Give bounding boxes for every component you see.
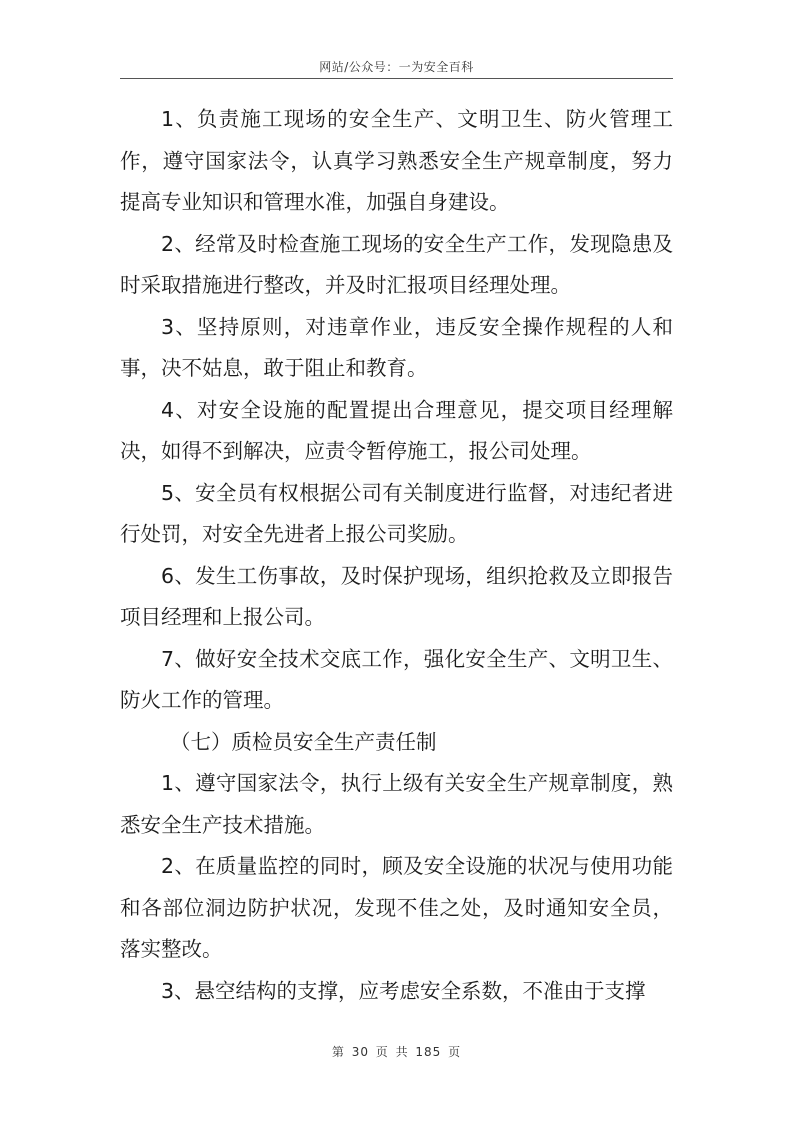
section-paragraph-1: 1、遵守国家法令，执行上级有关安全生产规章制度，熟悉安全生产技术措施。: [120, 771, 673, 837]
page-footer: 第 30 页 共 185 页: [331, 1045, 462, 1059]
paragraph-6: 6、发生工伤事故，及时保护现场，组织抢救及立即报告项目经理和上报公司。: [120, 563, 673, 629]
page-header: 网站/公众号：一为安全百科: [319, 60, 474, 74]
header-divider: [120, 78, 673, 79]
paragraph-3: 3、坚持原则，对违章作业，违反安全操作规程的人和事，决不姑息，敢于阻止和教育。: [120, 314, 673, 380]
paragraph-2: 2、经常及时检查施工现场的安全生产工作，发现隐患及时采取措施进行整改，并及时汇报项目经理处理。: [120, 231, 673, 297]
section-paragraph-3: 3、悬空结构的支撑，应考虑安全系数，不准由于支撑: [161, 978, 646, 1003]
section-heading: （七）质检员安全生产责任制: [170, 729, 437, 754]
document-body: [120, 99, 673, 1012]
paragraph-4: 4、对安全设施的配置提出合理意见，提交项目经理解决，如得不到解决，应责令暂停施工，报公司处理。: [120, 397, 673, 463]
paragraph-1: 1、负责施工现场的安全生产、文明卫生、防火管理工作，遵守国家法令，认真学习熟悉安全生产规章制度，努力提高专业知识和管理水准，加强自身建设。: [120, 107, 673, 214]
paragraph-7: 7、做好安全技术交底工作，强化安全生产、文明卫生、防火工作的管理。: [120, 646, 673, 712]
section-paragraph-2: 2、在质量监控的同时，顾及安全设施的状况与使用功能和各部位洞边防护状况，发现不佳之处，及时通知安全员，落实整改。: [120, 854, 673, 961]
paragraph-5: 5、安全员有权根据公司有关制度进行监督，对违纪者进行处罚，对安全先进者上报公司奖励。: [120, 480, 673, 546]
